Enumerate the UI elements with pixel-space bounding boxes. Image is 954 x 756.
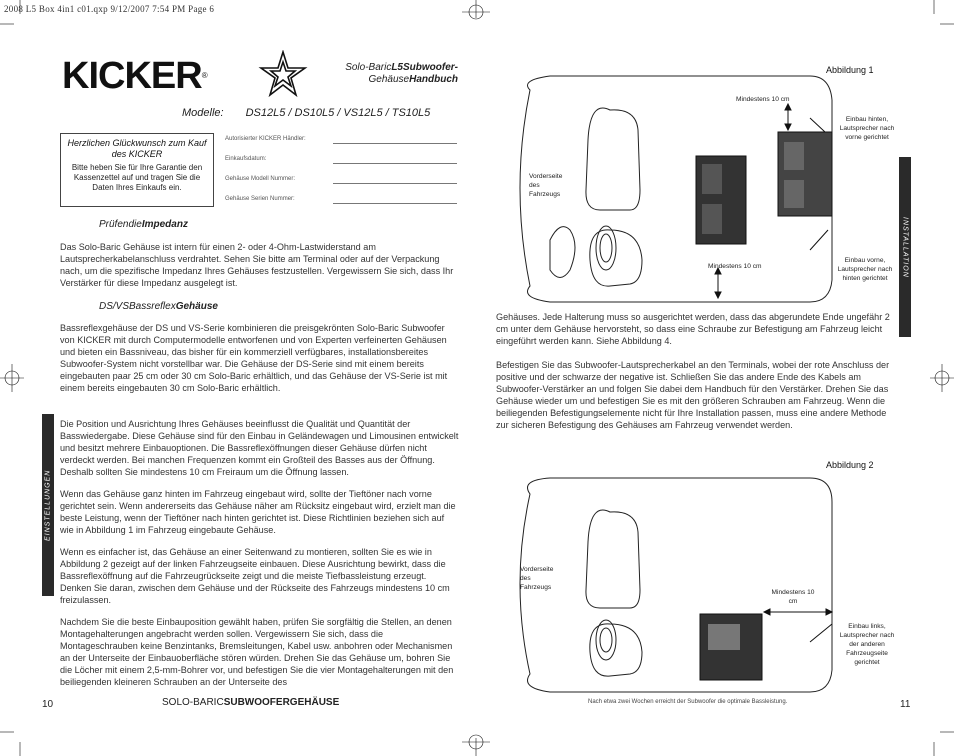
paragraph-5: Nachdem Sie die beste Einbauposition gewählt haben, prüfen Sie sorgfältig die Stellen, an denen Montagehalterungen angebracht werden sollen. Vergewissern Sie sich, dass die Montageschrauben keine Benzintanks, Bremsleitungen, Kabel usw. anbohren oder Mechanismen an der Unterseite der Einbauoberfläche stören würden. Drehen Sie das Gehäuse um, bohren Sie die Löcher mit einem 2,5-mm-Bohrer vor, und befestigen Sie die vier Montagehalterungen mit den beiliegenden kleineren Schrauben an der Unterseite des bbox=[60, 617, 454, 688]
fig2-min: Mindestens 10 cm bbox=[771, 589, 815, 605]
paragraph-4: Wenn es einfacher ist, das Gehäuse an einer Seitenwand zu montieren, sollten Sie es wie in Abbildung 2 gezeigt auf der linken Fahrzeugseite einbauen. Diese Ausrichtung bewirkt, dass die Bassreflexöffnung auf die Fahrzeugrückseite zeigt und die meiste Tiefbassleistung erzeugt. Denken Sie daran, zwischen dem Gehäuse und der Rückseite des Fahrzeugs mindestens 10 cm freizulassen. bbox=[60, 547, 450, 606]
paragraph-1: Bassreflexgehäuse der DS und VS-Serie kombinieren die preisgekrönten Solo-Baric Subwoofer von KICKER mit durch Computermodelle entworfenen und von Experten verfeinerten Gehäusen und bieten ein Bassniveau, das bisher für ein kommerziell verfügbares, installationsbereites Subwoofer-System nicht vorstellbar war. Die Gehäuse der DS-Serie sind mit einem bereits eingebauten paar 25 cm oder 30 cm Solo-Baric erhältlich, und das Gehäuse der VS-Serie ist mit einem bereits eingebauten 30 cm Solo-Baric erhältlich. bbox=[60, 323, 448, 394]
impedance-text: Das Solo-Baric Gehäuse ist intern für einen 2- oder 4-Ohm-Lastwiderstand am Lautsprecherkabelanschluss verdrahtet. Sehen Sie bitte am Terminal oder auf der Verpackung nach, um die spezifische Impedanz Ihres Gehäuses festzustellen. Vergewissern Sie sich, dass Ihr Verstärker für diese Impedanz ausgelegt ist. bbox=[60, 242, 454, 289]
model-number-field[interactable]: Gehäuse Modell Nummer: bbox=[225, 176, 457, 182]
right-paragraph-2: Befestigen Sie das Subwoofer-Lautsprecherkabel an den Terminals, wobei der rote Anschluss der positive und der schwarze der negative ist. Schließen Sie das andere Ende des Kabels am Subwoofer-Verstärker an und folgen Sie dabei dem Handbuch für den Verstärker. Drehen Sie das Gehäuse wieder um und befestigen Sie es mit den größeren Schrauben am Fahrzeug. Wenn die beiliegenden Befestigungselemente nicht für Ihre Installation passen, muss eine andere Methode zur sicheren Befestigung des Gehäuses am Fahrzeug verwendet werden. bbox=[496, 360, 890, 431]
paragraph-3: Wenn das Gehäuse ganz hinten im Fahrzeug eingebaut wird, sollte der Tieftöner nach vorne gerichtet sein. Wenn andererseits das Gehäuse näher am Rücksitz eingebaut wird, erzielt man die beste Leistung, wenn der Tieftöner nach hinten gerichtet ist. Diese Richtlinien beziehen sich auf wie in Abbildung 1 im Fahrzeug eingebaute Gehäuse. bbox=[60, 489, 456, 536]
bassreflex-heading: DS/VSBassreflexGehäuse bbox=[99, 301, 218, 312]
fig1-front-mount: Einbau vorne, Lautsprecher nach hinten gerichtet bbox=[837, 257, 893, 282]
fig2-left-mount: Einbau links, Lautsprecher nach der anderen Fahrzeugseite gerichtet bbox=[839, 623, 895, 666]
figure-2-label: Abbildung 2 bbox=[826, 460, 874, 470]
footer-note: Nach etwa zwei Wochen erreicht der Subwoofer die optimale Bassleistung. bbox=[588, 699, 788, 705]
logo-text: KICKER bbox=[62, 55, 202, 97]
tab-einstellungen: EINSTELLUNGEN bbox=[42, 414, 54, 596]
page-number-left: 10 bbox=[42, 699, 54, 710]
congrats-box bbox=[60, 133, 214, 207]
page-number-right: 11 bbox=[900, 699, 911, 710]
fig1-min-top: Mindestens 10 cm bbox=[736, 96, 790, 103]
fig2-front-label: Vorderseite des Fahrzeugs bbox=[520, 566, 554, 591]
models-label: Modelle: bbox=[182, 107, 224, 119]
dealer-field[interactable]: Autorisierter KICKER Händler: bbox=[225, 136, 457, 142]
figure-1-label: Abbildung 1 bbox=[826, 65, 874, 75]
paragraph-2: Die Position und Ausrichtung Ihres Gehäuses beeinflusst die Qualität und Quantität der Basswiedergabe. Diese Gehäuse sind für den Einbau in Geländewagen und Limousinen entwickelt und besitzt mehrere Einbauoptionen. Die Bassreflexöffnungen dieser Gehäuse dürfen nicht verdeckt werden. Bei manchen Frequenzen kommt ein Großteil des Basses aus der Öffnung. Deshalb sollten Sie mindestens 10 cm Freiraum um die Öffnung lassen. bbox=[60, 419, 459, 478]
fig1-min-bottom: Mindestens 10 cm bbox=[708, 263, 762, 270]
logo-registered: ® bbox=[201, 71, 207, 80]
models-line bbox=[182, 107, 430, 119]
fig1-rear-mount: Einbau hinten, Lautsprecher nach vorne gerichtet bbox=[839, 116, 895, 141]
star-emblem-icon bbox=[258, 50, 308, 100]
impedance-heading: PrüfendieImpedanz bbox=[99, 219, 188, 230]
right-paragraph-1: Gehäuses. Jede Halterung muss so ausgerichtet werden, dass das abgerundete Ende ungefähr 2 cm unter dem Gehäuse hervorsteht, so dass eine Schraube zur Befestigung am Fahrzeug leicht eingeführt werden kann. Siehe Abbildung 4. bbox=[496, 312, 890, 347]
print-slug: 2008 L5 Box 4in1 c01.qxp 9/12/2007 7:54 PM Page 6 bbox=[4, 4, 215, 14]
purchase-date-field[interactable]: Einkaufsdatum: bbox=[225, 156, 457, 162]
product-title: Solo-BaricL5Subwoofer- GehäuseHandbuch bbox=[345, 62, 458, 85]
serial-number-field[interactable]: Gehäuse Serien Nummer: bbox=[225, 196, 457, 202]
congrats-title: Herzlichen Glückwunsch zum Kauf des KICKER bbox=[67, 138, 207, 159]
tab-installation: INSTALLATION bbox=[899, 157, 911, 337]
footer-title: SOLO-BARICSUBWOOFERGEHÄUSE bbox=[162, 697, 340, 708]
fig1-front-label: Vorderseite des Fahrzeugs bbox=[529, 173, 563, 198]
congrats-body: Bitte heben Sie für Ihre Garantie den Kassenzettel auf und tragen Sie die Daten Ihres Einkaufs ein. bbox=[71, 163, 203, 192]
models-list: DS12L5 / DS10L5 / VS12L5 / TS10L5 bbox=[245, 107, 431, 119]
kicker-logo bbox=[62, 56, 207, 96]
